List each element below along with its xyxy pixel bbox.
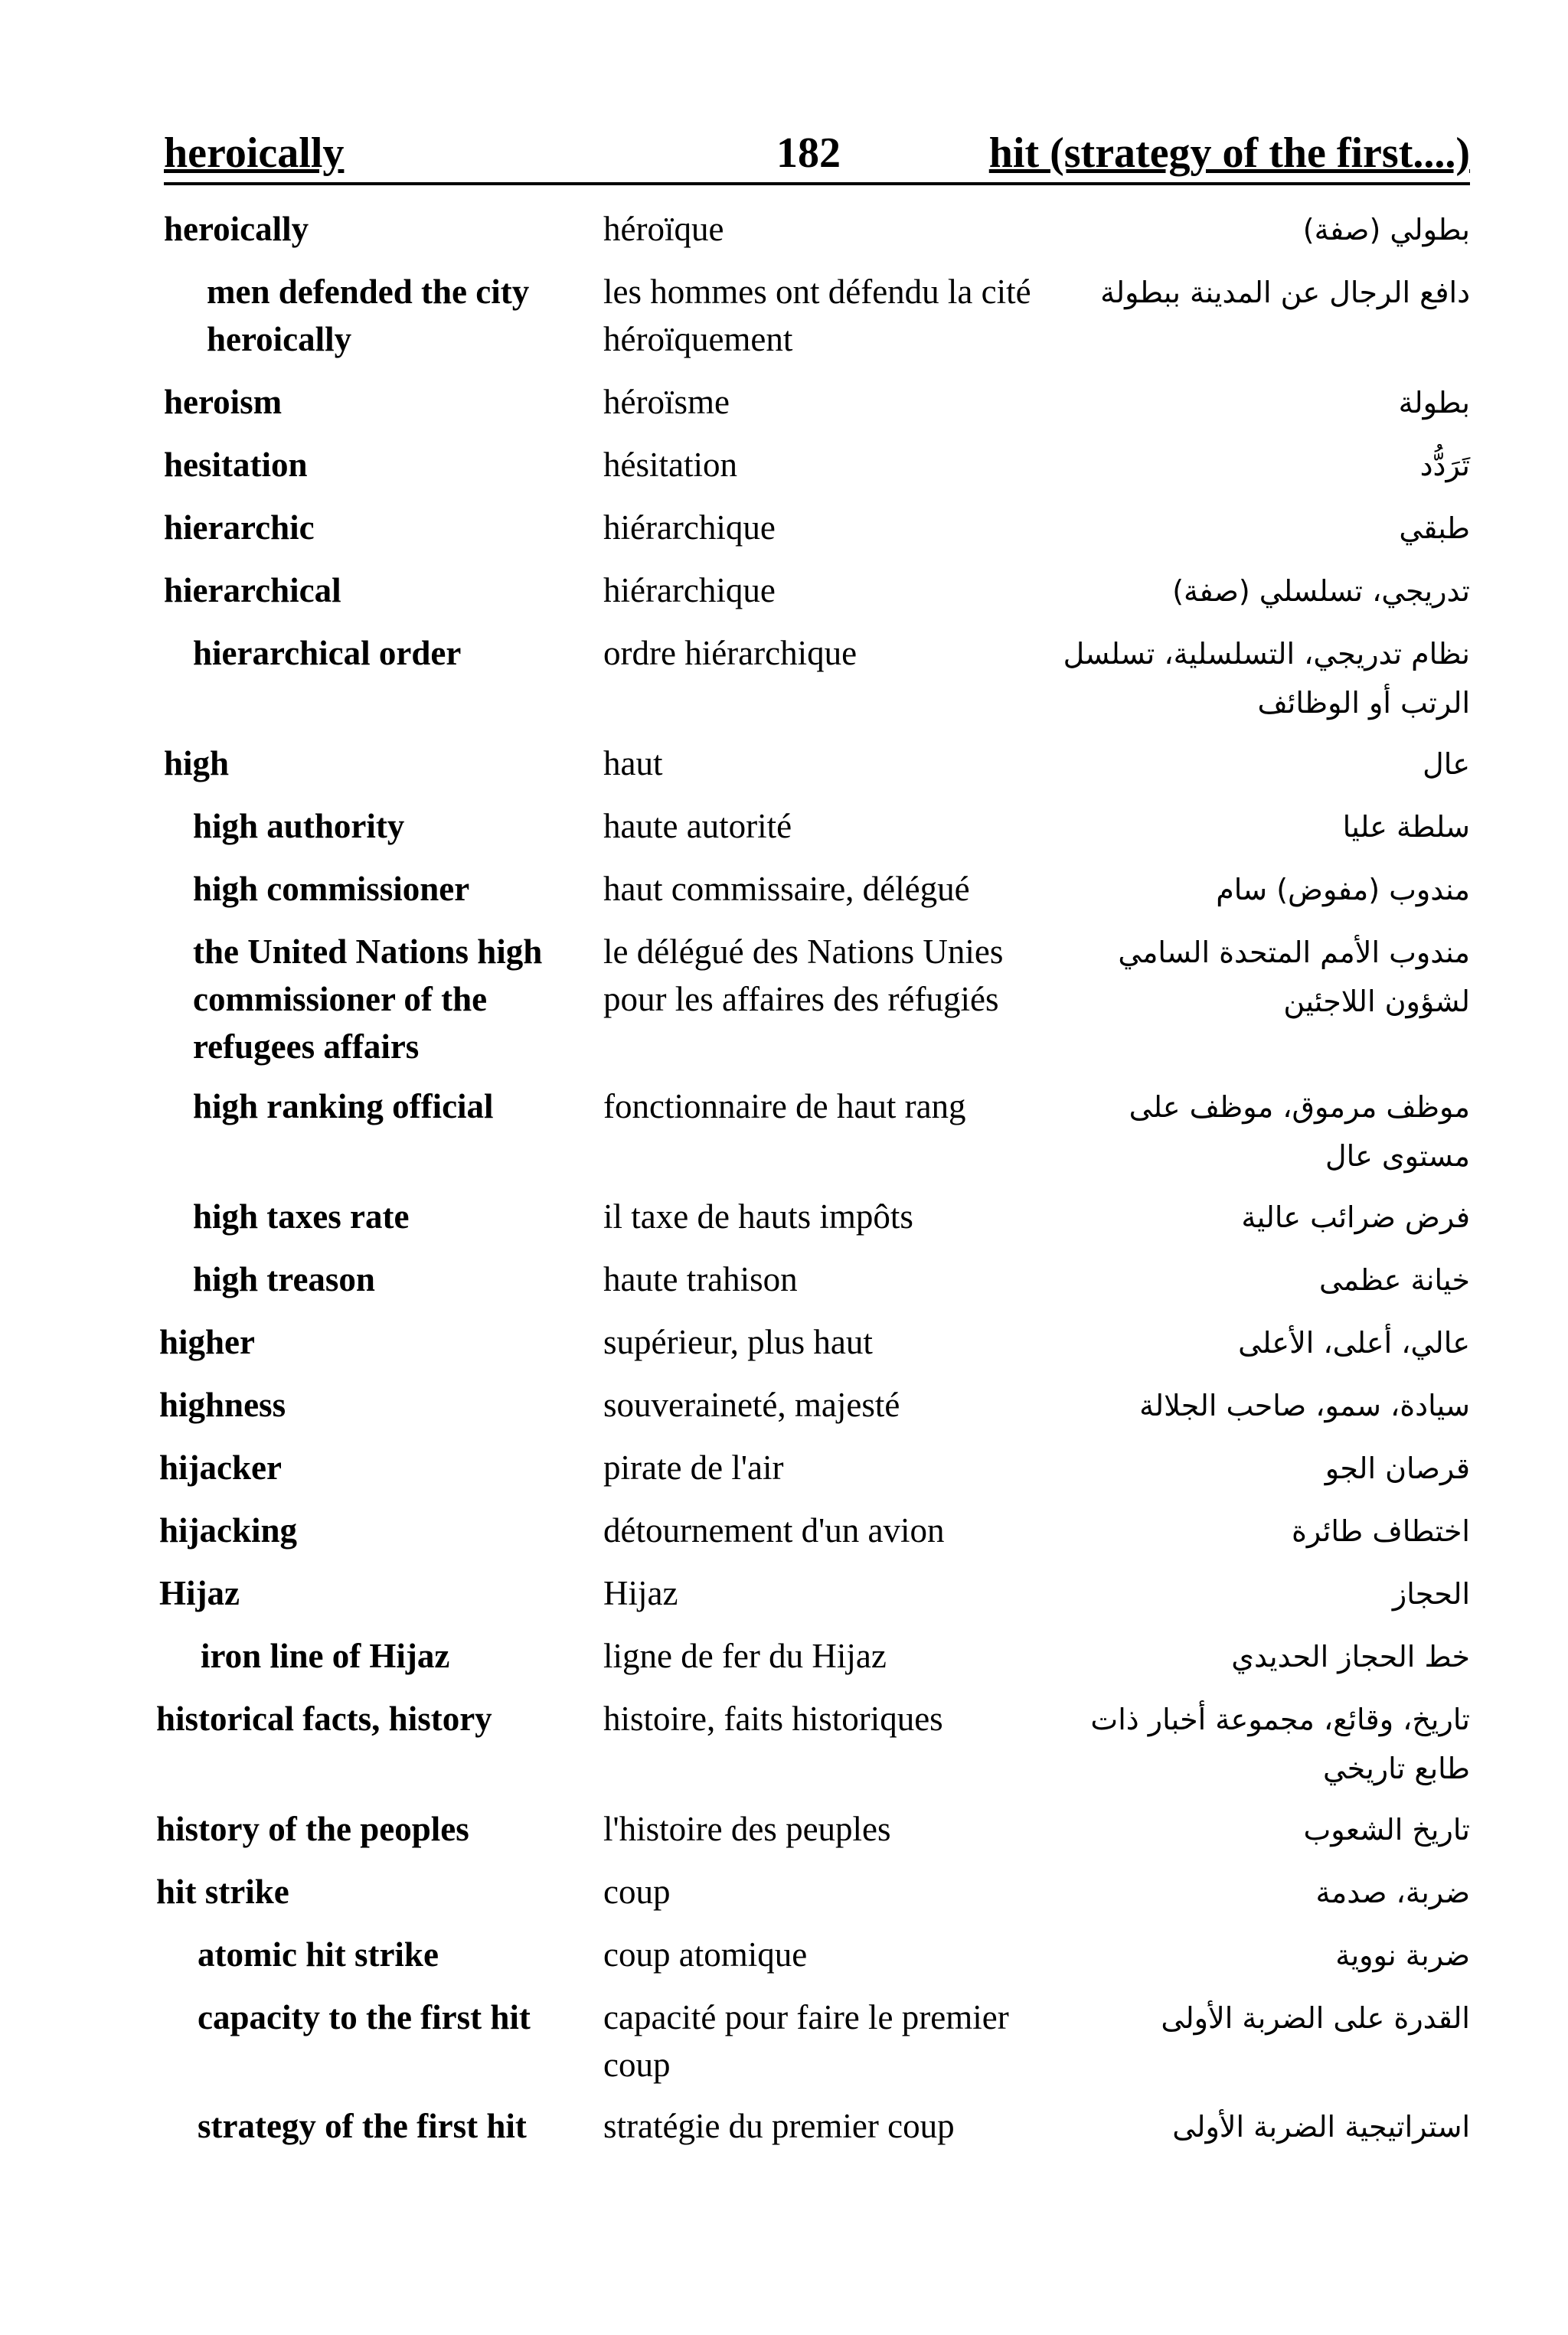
entry-french: haute trahison	[603, 1260, 798, 1298]
entry-french: Hijaz	[603, 1574, 678, 1612]
entry-french: pirate de l'air	[603, 1448, 784, 1487]
entry-french: hésitation	[603, 446, 737, 484]
entry-english: high commissioner	[193, 870, 470, 908]
entry-english: iron line of Hijaz	[201, 1637, 450, 1675]
entry-english: men defended the city heroically	[207, 273, 530, 358]
entry-arabic: بطولي (صفة)	[1302, 213, 1470, 247]
entry-english: Hijaz	[159, 1574, 240, 1612]
entry-french: ordre hiérarchique	[603, 634, 858, 672]
entry-arabic: بطولة	[1398, 386, 1470, 420]
entry-english: hierarchical	[164, 571, 341, 609]
entry-french: capacité pour faire le premier coup	[603, 1998, 1009, 2084]
entry-french: ligne de fer du Hijaz	[603, 1637, 887, 1675]
entry-french: héroïque	[603, 210, 724, 248]
entry-arabic: اختطاف طائرة	[1291, 1514, 1470, 1548]
entry-french: hiérarchique	[603, 508, 776, 547]
entry-english: hijacker	[159, 1448, 282, 1487]
entry-french: l'histoire des peuples	[603, 1810, 891, 1848]
entry-french: héroïsme	[603, 383, 730, 421]
entry-french: le délégué des Nations Unies pour les affaires des réfugiés	[603, 932, 1004, 1018]
entry-english: capacity to the first hit	[198, 1998, 531, 2036]
entry-english: high	[164, 744, 230, 782]
entry-arabic: خط الحجاز الحديدي	[1231, 1640, 1470, 1674]
entry-english: high authority	[193, 807, 405, 845]
entry-arabic: تَرَدُّد	[1419, 449, 1470, 482]
entry-arabic: تاريخ، وقائع، مجموعة أخبار ذات طابع تاريخي	[1090, 1703, 1470, 1785]
entry-english: history of the peoples	[156, 1810, 469, 1848]
header-right-guide-word: hit (strategy of the first....)	[988, 129, 1470, 177]
entry-arabic: مندوب الأمم المتحدة السامي لشؤون اللاجئين	[1118, 936, 1470, 1018]
entry-arabic: ضربة نووية	[1335, 1938, 1470, 1972]
entry-arabic: فرض ضرائب عالية	[1241, 1200, 1470, 1234]
entry-french: les hommes ont défendu la cité héroïquement	[603, 273, 1031, 358]
entry-arabic: سيادة، سمو، صاحب الجلالة	[1139, 1389, 1470, 1422]
entry-arabic: خيانة عظمى	[1318, 1263, 1470, 1297]
entry-french: il taxe de hauts impôts	[603, 1197, 913, 1236]
entry-arabic: سلطة عليا	[1342, 810, 1470, 844]
entry-french: histoire, faits historiques	[603, 1700, 943, 1738]
entry-arabic: قرصان الجو	[1325, 1452, 1470, 1485]
entry-french: coup atomique	[603, 1935, 808, 1974]
page-number: 182	[776, 129, 841, 177]
entry-arabic: مندوب (مفوض) سام	[1216, 873, 1470, 906]
entry-arabic: طبقي	[1399, 511, 1470, 545]
entry-french: fonctionnaire de haut rang	[603, 1087, 966, 1125]
entry-french: haut	[603, 744, 663, 782]
entry-english: hierarchical order	[193, 634, 462, 672]
entry-english: higher	[159, 1323, 256, 1361]
entry-english: hijacking	[159, 1511, 298, 1550]
entry-french: hiérarchique	[603, 571, 776, 609]
entry-english: historical facts, history	[156, 1700, 492, 1738]
entry-french: haut commissaire, délégué	[603, 870, 970, 908]
entry-arabic: القدرة على الضربة الأولى	[1161, 2001, 1470, 2035]
entry-arabic: نظام تدريجي، التسلسلية، تسلسل الرتب أو الوظائف	[1063, 637, 1470, 720]
entry-english: the United Nations high commissioner of the refugees affairs	[193, 932, 543, 1066]
entry-english: high treason	[193, 1260, 375, 1298]
entry-english: hesitation	[164, 446, 308, 484]
entry-french: haute autorité	[603, 807, 792, 845]
entry-arabic: استراتيجية الضربة الأولى	[1172, 2110, 1470, 2144]
entry-arabic: ضربة، صدمة	[1315, 1876, 1470, 1909]
entry-english: atomic hit strike	[198, 1935, 439, 1974]
entry-arabic: دافع الرجال عن المدينة ببطولة	[1100, 276, 1470, 309]
entry-arabic: تاريخ الشعوب	[1303, 1813, 1470, 1847]
entry-french: supérieur, plus haut	[603, 1323, 873, 1361]
entry-english: high taxes rate	[193, 1197, 410, 1236]
entry-english: heroically	[164, 210, 309, 248]
entry-arabic: عالي، أعلى، الأعلى	[1238, 1326, 1470, 1360]
entry-french: stratégie du premier coup	[603, 2107, 955, 2145]
entry-french: coup	[603, 1873, 671, 1911]
entry-arabic: موظف مرموق، موظف على مستوى عال	[1129, 1090, 1470, 1173]
entry-arabic: الحجاز	[1392, 1577, 1470, 1611]
entry-english: hit strike	[156, 1873, 289, 1911]
entry-english: highness	[159, 1386, 286, 1424]
header-left-guide-word: heroically	[164, 129, 345, 177]
entry-french: détournement d'un avion	[603, 1511, 945, 1550]
entry-english: strategy of the first hit	[198, 2107, 527, 2145]
entry-arabic: عال	[1423, 747, 1470, 781]
entry-french: souveraineté, majesté	[603, 1386, 900, 1424]
entry-english: heroism	[164, 383, 283, 421]
entry-arabic: تدريجي، تسلسلي (صفة)	[1172, 574, 1470, 608]
entry-english: high ranking official	[193, 1087, 494, 1125]
entry-english: hierarchic	[164, 508, 315, 547]
